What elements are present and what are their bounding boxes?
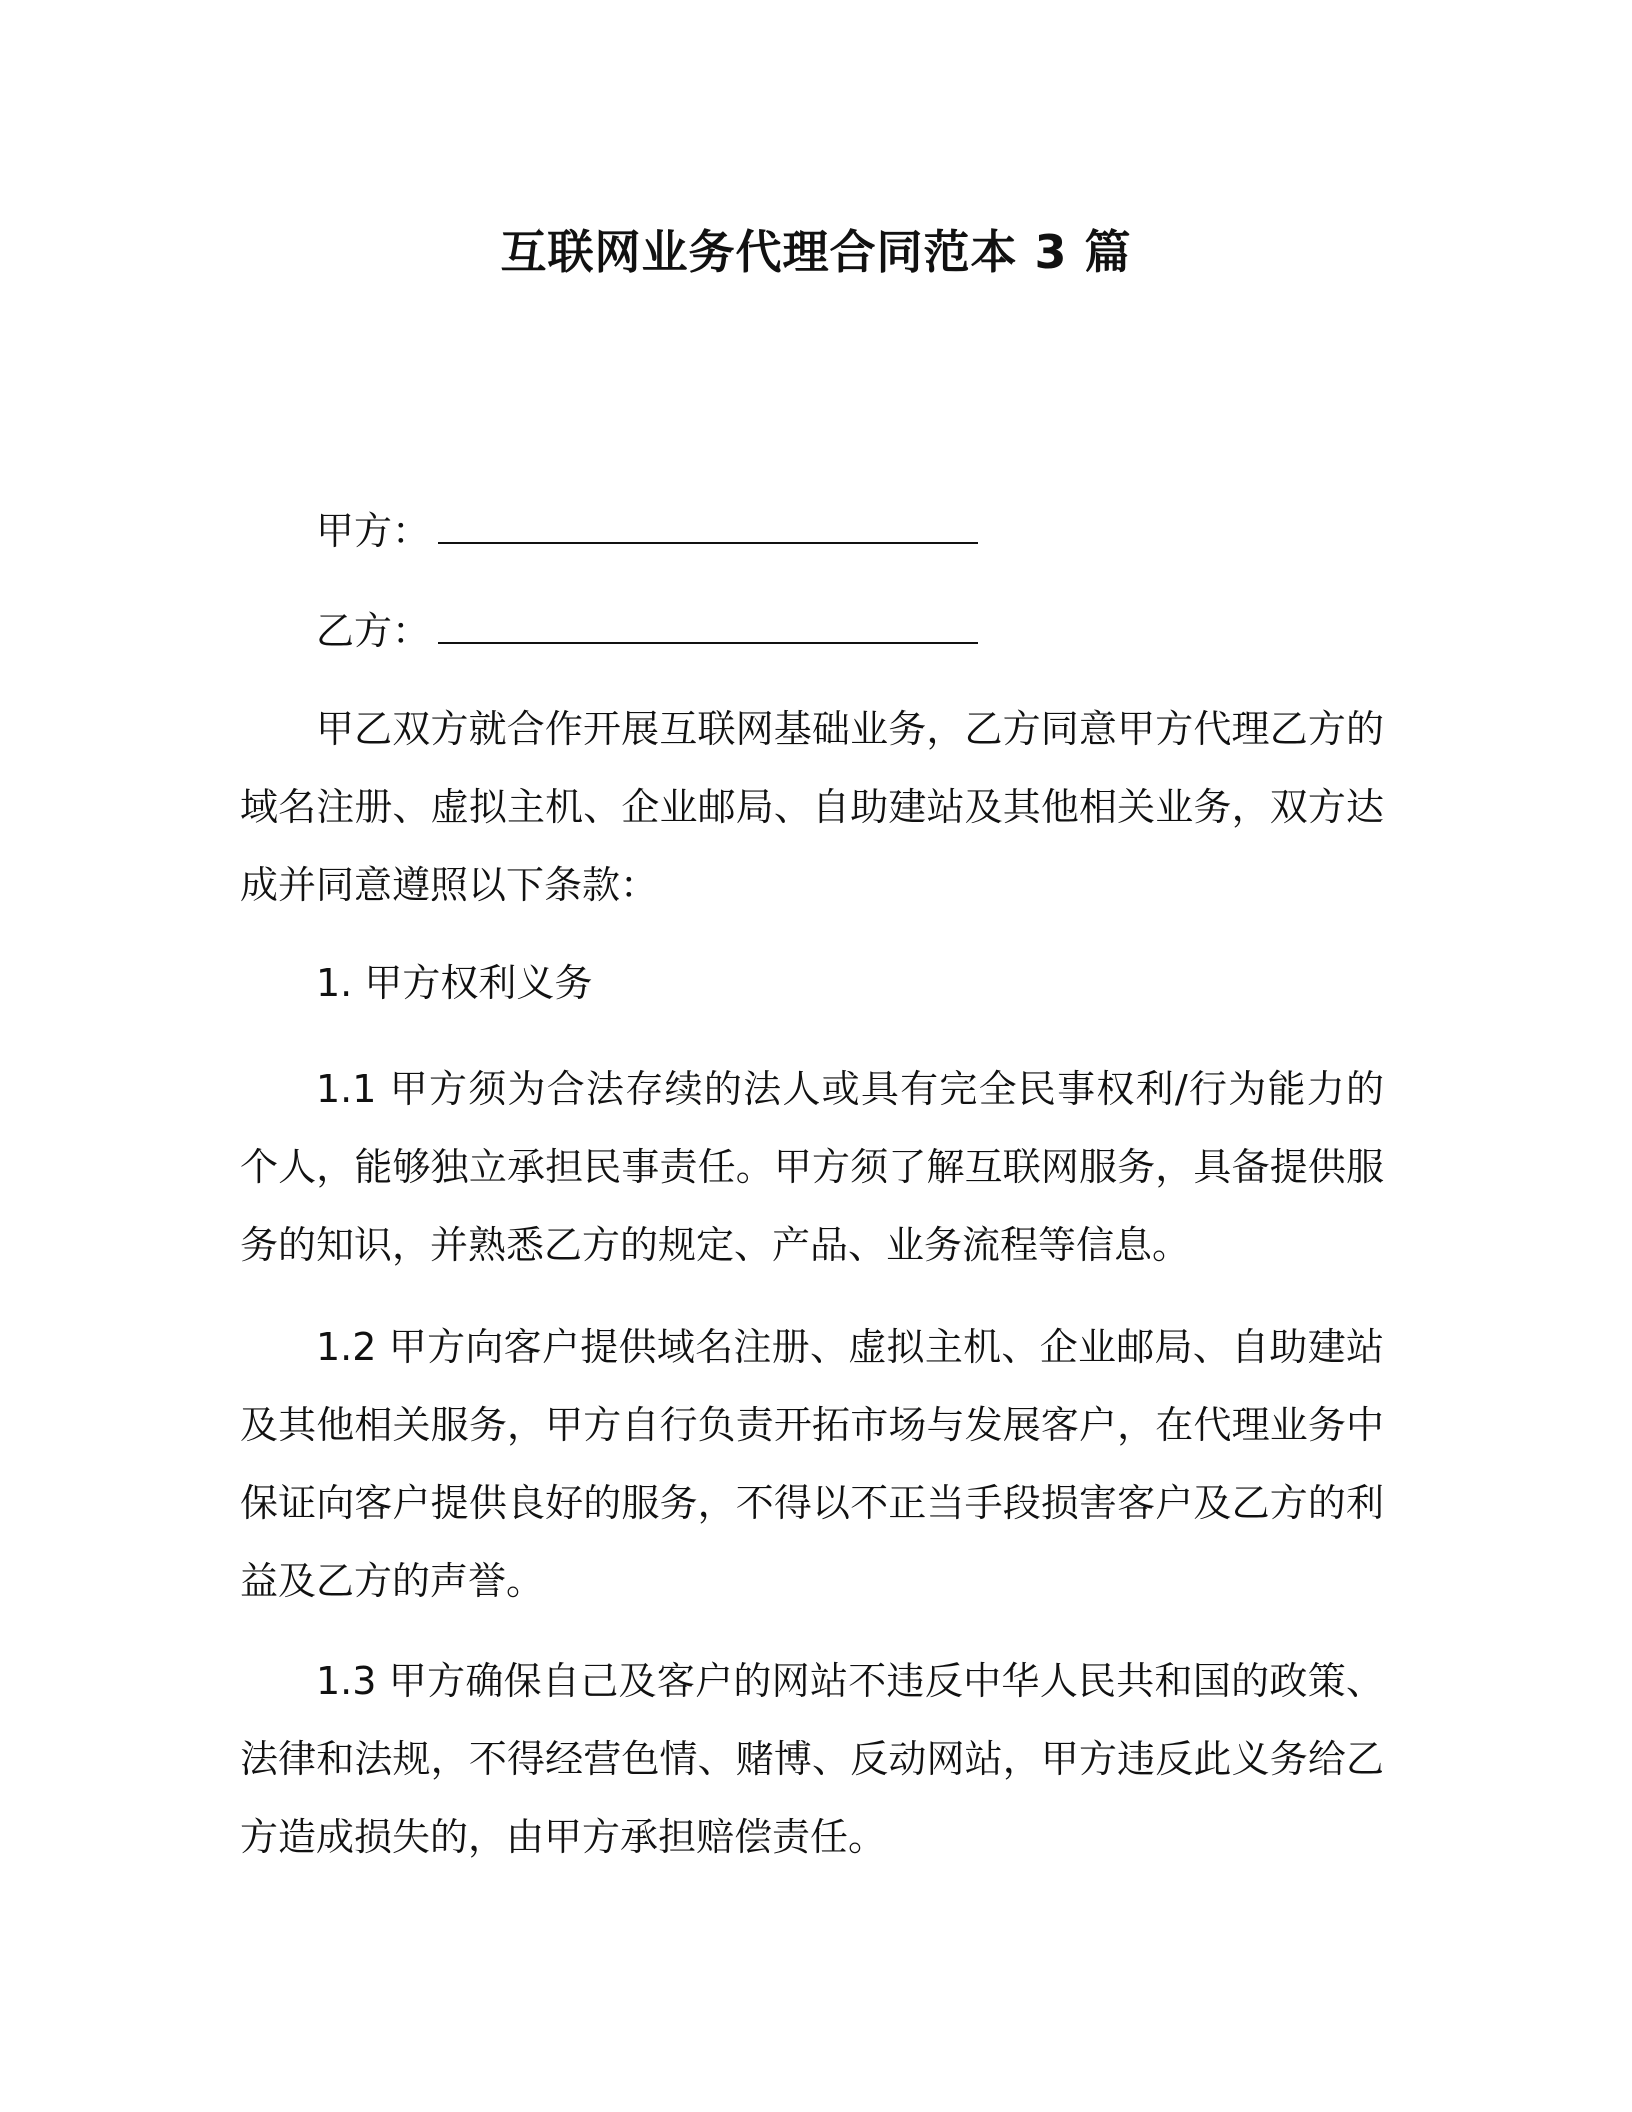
clause-1-2: 1.2 甲方向客户提供域名注册、虚拟主机、企业邮局、自助建站及其他相关服务，甲方自行负责开拓市场与发展客户，在代理业务中保证向客户提供良好的服务，不得以不正当手段损害客户及乙方的利益及乙方的声誉。 — [240, 1325, 1384, 1603]
clause-1-1: 1.1 甲方须为合法存续的法人或具有完全民事权利/行为能力的个人，能够独立承担民事责任。甲方须了解互联网服务，具备提供服务的知识，并熟悉乙方的规定、产品、业务流程等信息。 — [240, 1067, 1384, 1267]
party-a-line — [316, 498, 978, 561]
clause-1-3-block — [240, 1642, 1384, 1876]
party-a-label: 甲方： — [316, 509, 431, 553]
document-title: 互联网业务代理合同范本 3 篇 — [500, 225, 1132, 279]
section-1-heading: 1. 甲方权利义务 — [316, 961, 593, 1005]
intro-paragraph-block — [240, 690, 1384, 924]
section-1-heading-block — [240, 944, 1384, 1022]
clause-1-1-block — [240, 1050, 1384, 1284]
party-a-blank — [438, 498, 978, 544]
clause-1-3: 1.3 甲方确保自己及客户的网站不违反中华人民共和国的政策、法律和法规，不得经营色情、赌博、反动网站，甲方违反此义务给乙方造成损失的，由甲方承担赔偿责任。 — [240, 1659, 1384, 1859]
party-b-line — [316, 598, 978, 661]
party-b-label: 乙方： — [316, 609, 431, 653]
intro-paragraph: 甲乙双方就合作开展互联网基础业务，乙方同意甲方代理乙方的域名注册、虚拟主机、企业邮局、自助建站及其他相关业务，双方达成并同意遵照以下条款： — [240, 707, 1384, 907]
clause-1-2-block — [240, 1308, 1384, 1620]
party-b-blank — [438, 598, 978, 644]
